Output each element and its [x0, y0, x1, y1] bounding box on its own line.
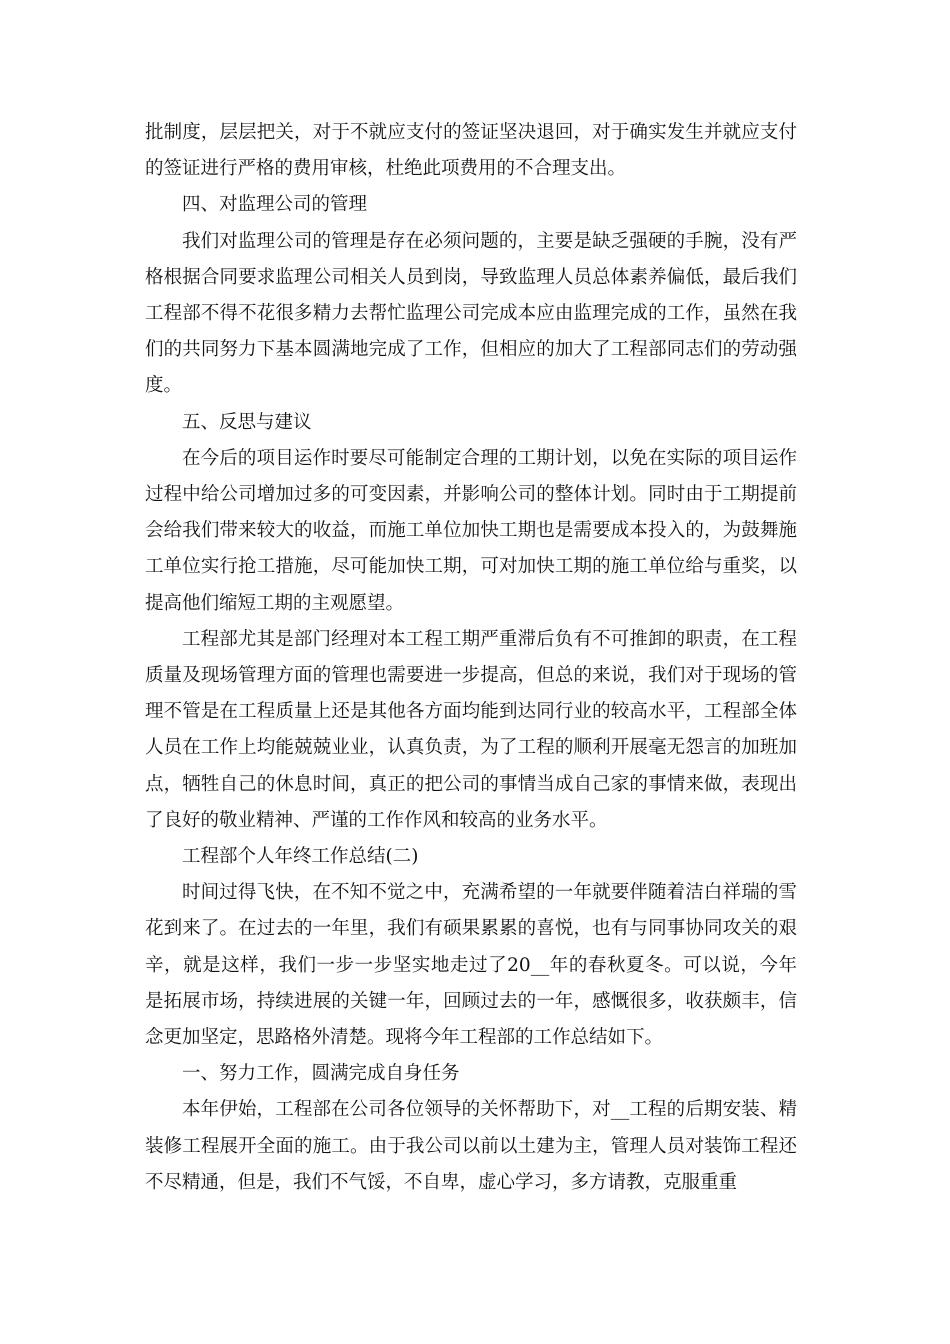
document-body [145, 115, 797, 1201]
section-heading: 一、努力工作，圆满完成自身任务 [182, 1063, 460, 1085]
paragraph: 工程部尤其是部门经理对本工程工期严重滞后负有不可推卸的职责，在工程质量及现场管理方面的管理也需要进一步提高，但总的来说，我们对于现场的管理不管是在工程质量上还是其他各方面均能到达同行业的较高水平，工程部全体人员在工作上均能兢兢业业，认真负责，为了工程的顺利开展毫无怨言的加班加点，牺牲自己的休息时间，真正的把公司的事情当成自己家的事情来做，表现出了良好的敬业精神、严谨的工作作风和较高的业务水平。 [145, 628, 797, 831]
paragraph: 本年伊始，工程部在公司各位领导的关怀帮助下，对__工程的后期安装、精装修工程展开全面的施工。由于我公司以前以土建为主，管理人员对装饰工程还不尽精通，但是，我们不气馁，不自卑，虚心学习，多方请教，克服重重 [145, 1099, 797, 1193]
paragraph: 在今后的项目运作时要尽可能制定合理的工期计划，以免在实际的项目运作过程中给公司增加过多的可变因素，并影响公司的整体计划。同时由于工期提前会给我们带来较大的收益，而施工单位加快工期也是需要成本投入的，为鼓舞施工单位实行抢工措施，尽可能加快工期，可对加快工期的施工单位给与重奖，以提高他们缩短工期的主观愿望。 [145, 447, 797, 614]
paragraph: 时间过得飞快，在不知不觉之中，充满希望的一年就要伴随着洁白祥瑞的雪花到来了。在过去的一年里，我们有硕果累累的喜悦，也有与同事协同攻关的艰辛，就是这样，我们一步一步坚实地走过了20__年的春秋夏冬。可以说，今年是拓展市场，持续进展的关键一年，回顾过去的一年，感慨很多，收获颇丰，信念更加坚定，思路格外清楚。现将今年工程部的工作总结如下。 [145, 882, 797, 1049]
document-title: 工程部个人年终工作总结(二) [182, 846, 419, 868]
paragraph: 批制度，层层把关，对于不就应支付的签证坚决退回，对于确实发生并就应支付的签证进行严格的费用审核，杜绝此项费用的不合理支出。 [145, 122, 797, 180]
section-heading: 四、对监理公司的管理 [182, 194, 368, 216]
section-heading: 五、反思与建议 [182, 411, 312, 433]
paragraph: 我们对监理公司的管理是存在必须问题的，主要是缺乏强硬的手腕，没有严格根据合同要求监理公司相关人员到岗，导致监理人员总体素养偏低，最后我们工程部不得不花很多精力去帮忙监理公司完成本应由监理完成的工作，虽然在我们的共同努力下基本圆满地完成了工作，但相应的加大了工程部同志们的劳动强度。 [145, 230, 797, 397]
